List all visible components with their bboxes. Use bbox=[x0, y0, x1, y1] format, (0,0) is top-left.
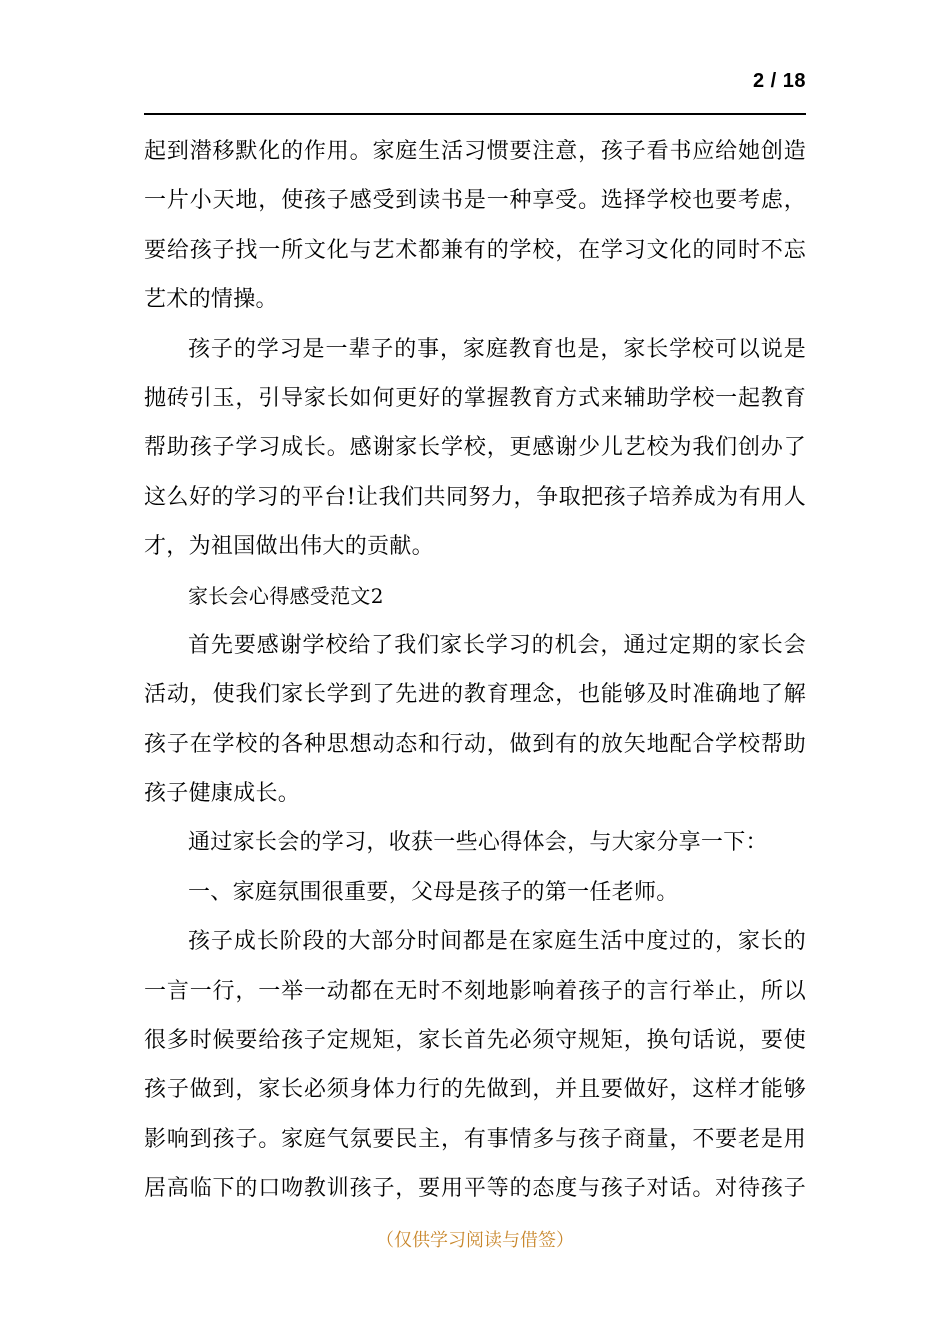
section-heading: 家长会心得感受范文2 bbox=[188, 583, 384, 608]
footer-note: （仅供学习阅读与借签） bbox=[376, 1230, 574, 1251]
text-line: 通过家长会的学习，收获一些心得体会，与大家分享一下： bbox=[188, 830, 768, 856]
text-line: 很多时候要给孩子定规矩，家长首先必须守规矩，换句话说，要使 bbox=[144, 1028, 806, 1054]
text-line: 要给孩子找一所文化与艺术都兼有的学校，在学习文化的同时不忘 bbox=[144, 237, 806, 263]
text-line: 抛砖引玉，引导家长如何更好的掌握教育方式来辅助学校一起教育 bbox=[144, 385, 806, 411]
text-line: 影响到孩子。家庭气氛要民主，有事情多与孩子商量，不要老是用 bbox=[144, 1126, 806, 1152]
text-line: 一、家庭氛围很重要，父母是孩子的第一任老师。 bbox=[188, 879, 679, 905]
page-number: 2 / 18 bbox=[752, 70, 806, 92]
text-line: 才，为祖国做出伟大的贡献。 bbox=[144, 534, 434, 560]
text-line: 首先要感谢学校给了我们家长学习的机会，通过定期的家长会 bbox=[188, 632, 806, 658]
text-line: 一言一行，一举一动都在无时不刻地影响着孩子的言行举止，所以 bbox=[144, 978, 806, 1004]
text-line: 孩子的学习是一辈子的事，家庭教育也是，家长学校可以说是 bbox=[188, 336, 806, 362]
text-line: 帮助孩子学习成长。感谢家长学校，更感谢少儿艺校为我们创办了 bbox=[144, 435, 806, 461]
text-line: 活动，使我们家长学到了先进的教育理念，也能够及时准确地了解 bbox=[144, 682, 806, 708]
document-body bbox=[144, 127, 806, 1214]
text-line: 孩子健康成长。 bbox=[144, 781, 301, 807]
text-line: 一片小天地，使孩子感受到读书是一种享受。选择学校也要考虑， bbox=[144, 188, 806, 214]
text-line: 居高临下的口吻教训孩子，要用平等的态度与孩子对话。对待孩子 bbox=[144, 1176, 806, 1202]
header-divider bbox=[144, 113, 806, 115]
text-line: 孩子在学校的各种思想动态和行动，做到有的放矢地配合学校帮助 bbox=[144, 731, 806, 757]
text-line: 孩子做到，家长必须身体力行的先做到，并且要做好，这样才能够 bbox=[144, 1077, 806, 1103]
text-line: 这么好的学习的平台!让我们共同努力，争取把孩子培养成为有用人 bbox=[144, 484, 806, 510]
text-line: 孩子成长阶段的大部分时间都是在家庭生活中度过的，家长的 bbox=[188, 929, 806, 955]
text-line: 起到潜移默化的作用。家庭生活习惯要注意，孩子看书应给她创造 bbox=[144, 139, 806, 164]
text-line: 艺术的情操。 bbox=[144, 287, 278, 313]
